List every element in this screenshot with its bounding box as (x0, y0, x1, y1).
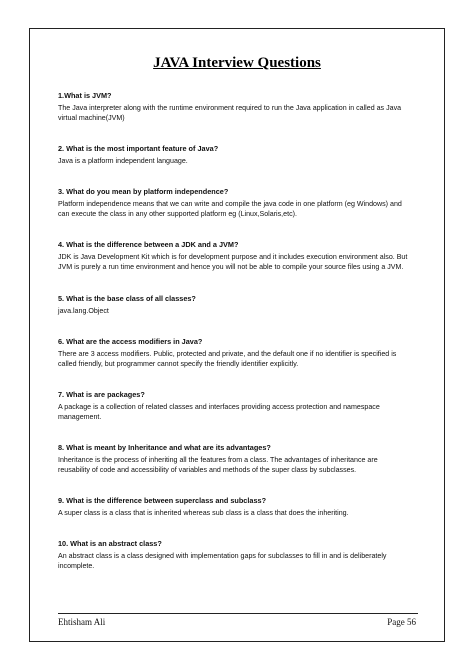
answer-10: An abstract class is a class designed with implementation gaps for subclasses to fill in and is deliberately incomplete. (58, 552, 387, 570)
question-9: 9. What is the difference between superclass and subclass? (58, 496, 267, 505)
answer-4: JDK is Java Development Kit which is for development purpose and it includes execution environment also. But JVM is purely a run time environment and hence you will not be able to compile your source files using a JVM. (58, 253, 408, 271)
question-7: 7. What is are packages? (58, 390, 145, 399)
answer-1: The Java interpreter along with the runtime environment required to run the Java application in called as Java virtual machine(JVM) (58, 104, 402, 122)
question-2: 2. What is the most important feature of Java? (58, 144, 219, 153)
question-5: 5. What is the base class of all classes? (58, 294, 196, 303)
qa-item-3 (58, 187, 428, 219)
qa-item-6 (58, 337, 428, 369)
qa-item-7 (58, 390, 428, 422)
footer-page-number: Page 56 (387, 617, 416, 627)
qa-item-1 (58, 91, 428, 123)
answer-2: Java is a platform independent language. (58, 157, 188, 165)
question-10: 10. What is an abstract class? (58, 539, 162, 548)
qa-item-9 (58, 496, 428, 519)
question-3: 3. What do you mean by platform independence? (58, 187, 229, 196)
footer-divider (58, 613, 418, 614)
question-4: 4. What is the difference between a JDK and a JVM? (58, 240, 239, 249)
qa-item-5 (58, 294, 428, 317)
footer-author: Ehtisham Ali (58, 617, 106, 627)
answer-6: There are 3 access modifiers. Public, protected and private, and the default one if no identifier is specified is called friendly, but programmer cannot specify the friendly identifier explicitly. (58, 350, 397, 368)
answer-9: A super class is a class that is inherited whereas sub class is a class that does the inheriting. (58, 509, 349, 517)
answer-5: java.lang.Object (58, 307, 109, 315)
question-1: 1.What is JVM? (58, 91, 112, 100)
answer-8: Inheritance is the process of inheriting all the features from a class. The advantages of inheritance are reusability of code and accessibility of variables and methods of the super class by subclasses. (58, 456, 378, 474)
answer-3: Platform independence means that we can write and compile the java code in one platform (eg Windows) and can execute the class in any other supported platform eg (Linux,Solaris,etc). (58, 200, 402, 218)
qa-item-8 (58, 443, 428, 475)
question-8: 8. What is meant by Inheritance and what are its advantages? (58, 443, 271, 452)
qa-item-4 (58, 240, 428, 272)
question-6: 6. What are the access modifiers in Java? (58, 337, 203, 346)
qa-item-2 (58, 144, 428, 167)
answer-7: A package is a collection of related classes and interfaces providing access protection and namespace management. (58, 403, 380, 421)
qa-item-10 (58, 539, 428, 571)
page-title: JAVA Interview Questions (153, 55, 321, 71)
